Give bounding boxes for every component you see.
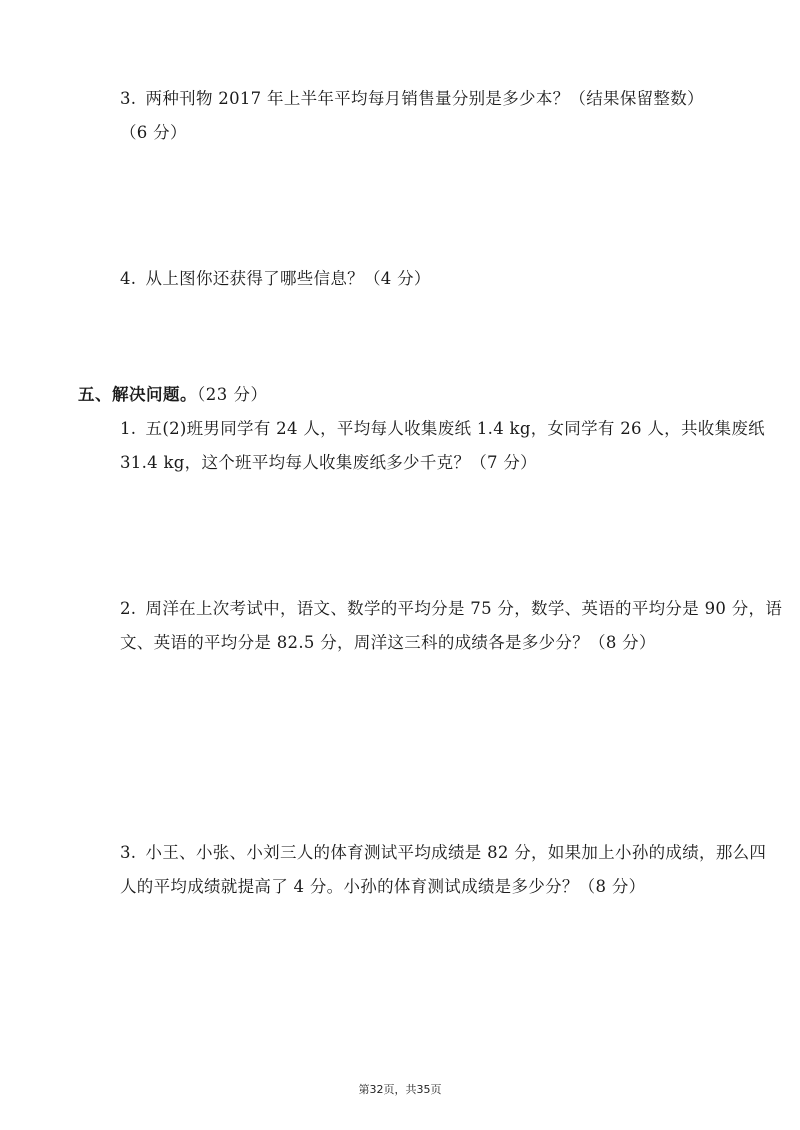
question-4 <box>120 262 740 296</box>
question-text: 两种刊物 2017 年上半年平均每月销售量分别是多少本？（结果保留整数） <box>145 89 704 108</box>
question-3 <box>120 82 740 150</box>
section-title: 五、解决问题。 <box>78 385 197 404</box>
problem-1 <box>120 412 765 480</box>
problem-text: 小王、小张、小刘三人的体育测试平均成绩是 82 分，如果加上小孙的成绩，那么四 <box>145 843 767 862</box>
question-text: 从上图你还获得了哪些信息？（4 分） <box>145 269 431 288</box>
problem-1-line-1 <box>120 412 765 446</box>
question-3-line-2: （6 分） <box>120 123 187 142</box>
problem-number: 2. <box>120 599 137 618</box>
question-4-line-1 <box>120 262 740 296</box>
question-number: 4. <box>120 269 137 288</box>
problem-3-line-2: 人的平均成绩就提高了 4 分。小孙的体育测试成绩是多少分？（8 分） <box>120 877 646 896</box>
problem-number: 3. <box>120 843 137 862</box>
question-3-line-1 <box>120 82 740 116</box>
section-score: （23 分） <box>197 385 268 404</box>
problem-2 <box>120 592 783 660</box>
problem-text: 周洋在上次考试中，语文、数学的平均分是 75 分，数学、英语的平均分是 90 分，语 <box>145 599 783 618</box>
problem-2-line-2: 文、英语的平均分是 82.5 分，周洋这三科的成绩各是多少分？（8 分） <box>120 633 656 652</box>
problem-2-line-1 <box>120 592 783 626</box>
page-footer: 第32页，共35页 <box>358 1083 442 1096</box>
problem-number: 1. <box>120 419 137 438</box>
section-heading <box>78 378 268 412</box>
problem-text: 五(2)班男同学有 24 人，平均每人收集废纸 1.4 kg，女同学有 26 人，共收集废纸 <box>145 419 765 438</box>
problem-1-line-2: 31.4 kg，这个班平均每人收集废纸多少千克？（7 分） <box>120 453 537 472</box>
problem-3 <box>120 836 767 904</box>
question-number: 3. <box>120 89 137 108</box>
problem-3-line-1 <box>120 836 767 870</box>
